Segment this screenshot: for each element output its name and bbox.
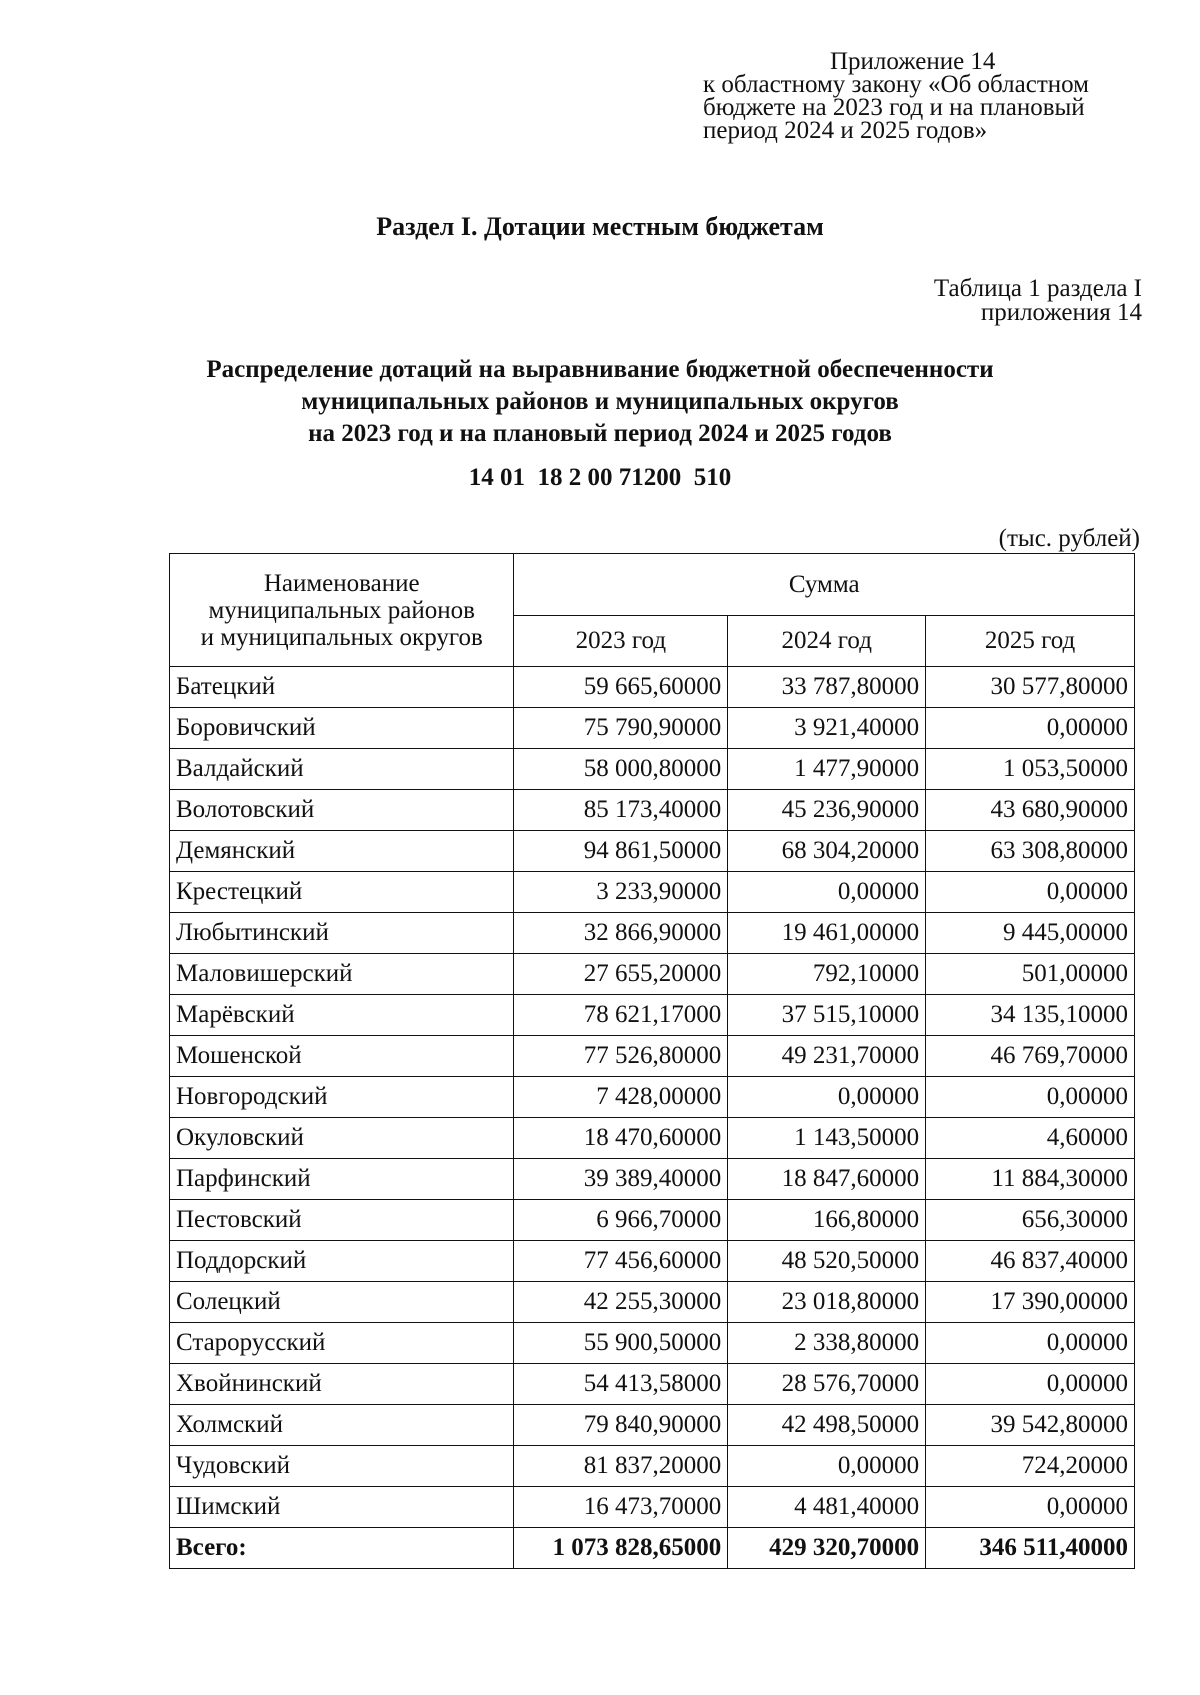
name-header-line: муниципальных районов	[208, 596, 475, 624]
amount-2025-cell: 0,00000	[926, 1487, 1135, 1528]
table-row	[170, 831, 1135, 872]
year-2023-header: 2023 год	[514, 616, 728, 667]
name-header-line: Наименование	[263, 569, 420, 597]
amount-2025-cell: 46 769,70000	[926, 1036, 1135, 1077]
district-name-cell: Демянский	[170, 831, 514, 872]
title-line: Распределение дотаций на выравнивание бюджетной обеспеченности	[206, 356, 994, 383]
appendix-line: период 2024 и 2025 годов»	[703, 117, 988, 144]
amount-2023-cell: 79 840,90000	[514, 1405, 728, 1446]
amount-2024-cell: 1 143,50000	[728, 1118, 926, 1159]
amount-2024-cell: 23 018,80000	[728, 1282, 926, 1323]
district-name-cell: Маловишерский	[170, 954, 514, 995]
amount-2024-cell: 33 787,80000	[728, 667, 926, 708]
amount-2024-cell: 792,10000	[728, 954, 926, 995]
table-header-row	[170, 554, 1135, 616]
table-row	[170, 1282, 1135, 1323]
total-2023-cell: 1 073 828,65000	[514, 1528, 728, 1569]
amount-2025-cell: 0,00000	[926, 1323, 1135, 1364]
table-row	[170, 1159, 1135, 1200]
table-row	[170, 1364, 1135, 1405]
district-name-cell: Старорусский	[170, 1323, 514, 1364]
amount-2024-cell: 0,00000	[728, 872, 926, 913]
district-name-cell: Солецкий	[170, 1282, 514, 1323]
amount-2024-cell: 18 847,60000	[728, 1159, 926, 1200]
district-name-cell: Марёвский	[170, 995, 514, 1036]
district-name-cell: Поддорский	[170, 1241, 514, 1282]
amount-2025-cell: 724,20000	[926, 1446, 1135, 1487]
amount-2023-cell: 54 413,58000	[514, 1364, 728, 1405]
amount-2025-cell: 30 577,80000	[926, 667, 1135, 708]
table-reference	[934, 277, 1142, 325]
amount-2023-cell: 94 861,50000	[514, 831, 728, 872]
table-reference-line: Таблица 1 раздела I	[933, 275, 1142, 302]
district-name-cell: Чудовский	[170, 1446, 514, 1487]
amount-2023-cell: 77 526,80000	[514, 1036, 728, 1077]
district-name-cell: Мошенской	[170, 1036, 514, 1077]
district-name-cell: Хвойнинский	[170, 1364, 514, 1405]
amount-2025-cell: 11 884,30000	[926, 1159, 1135, 1200]
amount-2025-cell: 46 837,40000	[926, 1241, 1135, 1282]
amount-2024-cell: 2 338,80000	[728, 1323, 926, 1364]
table-reference-line: приложения 14	[980, 299, 1142, 326]
district-name-cell: Крестецкий	[170, 872, 514, 913]
amount-2023-cell: 78 621,17000	[514, 995, 728, 1036]
budget-table	[169, 553, 1135, 1569]
district-name-cell: Валдайский	[170, 749, 514, 790]
amount-2025-cell: 656,30000	[926, 1200, 1135, 1241]
district-name-cell: Холмский	[170, 1405, 514, 1446]
table-row	[170, 1323, 1135, 1364]
appendix-line: к областному закону «Об областном	[703, 71, 1089, 98]
amount-2025-cell: 0,00000	[926, 872, 1135, 913]
year-2025-header: 2025 год	[926, 616, 1135, 667]
table-row	[170, 954, 1135, 995]
amount-2025-cell: 43 680,90000	[926, 790, 1135, 831]
district-name-cell: Любытинский	[170, 913, 514, 954]
district-name-cell: Новгородский	[170, 1077, 514, 1118]
amount-2023-cell: 16 473,70000	[514, 1487, 728, 1528]
amount-2023-cell: 75 790,90000	[514, 708, 728, 749]
amount-2023-cell: 59 665,60000	[514, 667, 728, 708]
amount-2023-cell: 32 866,90000	[514, 913, 728, 954]
amount-2024-cell: 1 477,90000	[728, 749, 926, 790]
amount-2025-cell: 0,00000	[926, 1077, 1135, 1118]
district-name-cell: Шимский	[170, 1487, 514, 1528]
amount-2024-cell: 0,00000	[728, 1446, 926, 1487]
amount-2023-cell: 18 470,60000	[514, 1118, 728, 1159]
amount-2023-cell: 3 233,90000	[514, 872, 728, 913]
amount-2023-cell: 81 837,20000	[514, 1446, 728, 1487]
amount-2023-cell: 6 966,70000	[514, 1200, 728, 1241]
amount-2025-cell: 17 390,00000	[926, 1282, 1135, 1323]
amount-2023-cell: 42 255,30000	[514, 1282, 728, 1323]
total-2024-cell: 429 320,70000	[728, 1528, 926, 1569]
amount-2025-cell: 34 135,10000	[926, 995, 1135, 1036]
amount-2023-cell: 77 456,60000	[514, 1241, 728, 1282]
amount-2025-cell: 0,00000	[926, 1364, 1135, 1405]
amount-2024-cell: 0,00000	[728, 1077, 926, 1118]
appendix-header	[703, 50, 1163, 142]
amount-2024-cell: 4 481,40000	[728, 1487, 926, 1528]
amount-2025-cell: 501,00000	[926, 954, 1135, 995]
year-2024-header: 2024 год	[728, 616, 926, 667]
budget-classification-code: 14 01 18 2 00 71200 510	[468, 464, 732, 491]
total-2025-cell: 346 511,40000	[926, 1528, 1135, 1569]
amount-2025-cell: 39 542,80000	[926, 1405, 1135, 1446]
table-row	[170, 1487, 1135, 1528]
table-row	[170, 913, 1135, 954]
district-name-cell: Батецкий	[170, 667, 514, 708]
section-title: Раздел I. Дотации местным бюджетам	[376, 212, 824, 241]
table-row	[170, 872, 1135, 913]
amount-2023-cell: 7 428,00000	[514, 1077, 728, 1118]
amount-2023-cell: 85 173,40000	[514, 790, 728, 831]
amount-2025-cell: 1 053,50000	[926, 749, 1135, 790]
amount-2023-cell: 39 389,40000	[514, 1159, 728, 1200]
table-row	[170, 790, 1135, 831]
table-row	[170, 749, 1135, 790]
name-column-header	[170, 554, 514, 667]
page-title	[0, 354, 1200, 450]
table-row	[170, 1036, 1135, 1077]
title-line: на 2023 год и на плановый период 2024 и 2025 годов	[308, 420, 892, 447]
table-row	[170, 1077, 1135, 1118]
table-row	[170, 1200, 1135, 1241]
table-row	[170, 708, 1135, 749]
amount-2024-cell: 3 921,40000	[728, 708, 926, 749]
table-row	[170, 1446, 1135, 1487]
amount-2024-cell: 28 576,70000	[728, 1364, 926, 1405]
table-row	[170, 667, 1135, 708]
amount-2025-cell: 4,60000	[926, 1118, 1135, 1159]
amount-2024-cell: 45 236,90000	[728, 790, 926, 831]
district-name-cell: Волотовский	[170, 790, 514, 831]
district-name-cell: Парфинский	[170, 1159, 514, 1200]
amount-2024-cell: 68 304,20000	[728, 831, 926, 872]
amount-2024-cell: 49 231,70000	[728, 1036, 926, 1077]
table-row	[170, 1405, 1135, 1446]
amount-2025-cell: 9 445,00000	[926, 913, 1135, 954]
amount-2024-cell: 48 520,50000	[728, 1241, 926, 1282]
table-row	[170, 1241, 1135, 1282]
appendix-line: Приложение 14	[830, 48, 996, 75]
appendix-line: бюджете на 2023 год и на плановый	[703, 94, 1085, 121]
district-name-cell: Пестовский	[170, 1200, 514, 1241]
table-row	[170, 995, 1135, 1036]
total-row	[170, 1528, 1135, 1569]
amount-2024-cell: 19 461,00000	[728, 913, 926, 954]
amount-2024-cell: 37 515,10000	[728, 995, 926, 1036]
amount-2024-cell: 166,80000	[728, 1200, 926, 1241]
units-label: (тыс. рублей)	[998, 525, 1140, 552]
district-name-cell: Боровичский	[170, 708, 514, 749]
title-line: муниципальных районов и муниципальных округов	[301, 388, 899, 415]
district-name-cell: Окуловский	[170, 1118, 514, 1159]
name-header-line: и муниципальных округов	[200, 623, 483, 651]
sum-column-header: Сумма	[514, 554, 1135, 616]
amount-2025-cell: 63 308,80000	[926, 831, 1135, 872]
amount-2023-cell: 55 900,50000	[514, 1323, 728, 1364]
table-body	[170, 667, 1135, 1569]
amount-2024-cell: 42 498,50000	[728, 1405, 926, 1446]
amount-2025-cell: 0,00000	[926, 708, 1135, 749]
total-label-cell: Всего:	[170, 1528, 514, 1569]
amount-2023-cell: 58 000,80000	[514, 749, 728, 790]
table-row	[170, 1118, 1135, 1159]
amount-2023-cell: 27 655,20000	[514, 954, 728, 995]
